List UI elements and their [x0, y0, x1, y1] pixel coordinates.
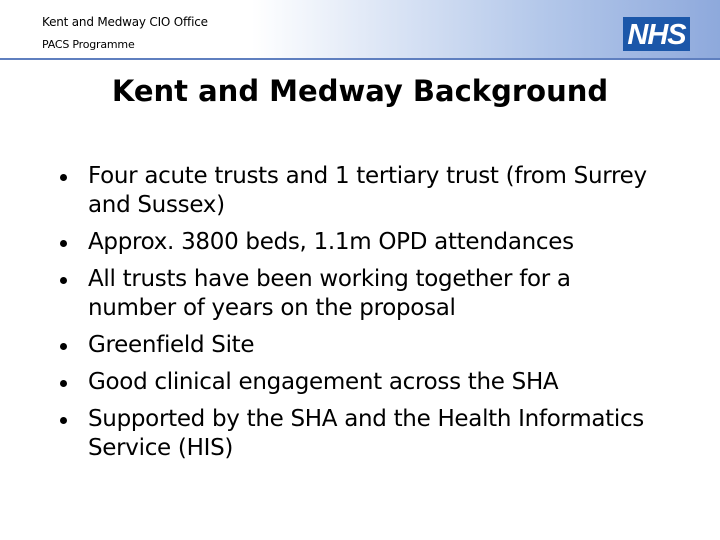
slide-header — [0, 0, 720, 60]
bullet-text: Supported by the SHA and the Health Informatics Service (HIS) — [88, 406, 644, 461]
bullet-text: Greenfield Site — [88, 332, 255, 358]
bullet-item — [58, 368, 658, 397]
bullet-text: All trusts have been working together for a number of years on the proposal — [88, 266, 571, 321]
bullet-icon — [60, 380, 67, 387]
bullet-icon — [60, 277, 67, 284]
bullet-icon — [60, 343, 67, 350]
programme-name: PACS Programme — [42, 38, 135, 51]
bullet-icon — [60, 174, 67, 181]
bullet-icon — [60, 240, 67, 247]
bullet-item — [58, 265, 658, 323]
bullet-text: Good clinical engagement across the SHA — [88, 369, 559, 395]
bullet-item — [58, 228, 658, 257]
bullet-icon — [60, 417, 67, 424]
bullet-item — [58, 331, 658, 360]
nhs-logo — [623, 17, 690, 51]
organisation-name: Kent and Medway CIO Office — [42, 15, 208, 29]
nhs-logo-text: NHS — [627, 19, 686, 49]
bullet-item — [58, 405, 658, 463]
nhs-logo-lettering-icon — [625, 19, 688, 49]
slide-title: Kent and Medway Background — [111, 74, 609, 108]
bullet-text: Four acute trusts and 1 tertiary trust (from Surrey and Sussex) — [88, 163, 647, 218]
bullet-text: Approx. 3800 beds, 1.1m OPD attendances — [88, 229, 574, 255]
bullet-list — [58, 162, 658, 471]
bullet-item — [58, 162, 658, 220]
